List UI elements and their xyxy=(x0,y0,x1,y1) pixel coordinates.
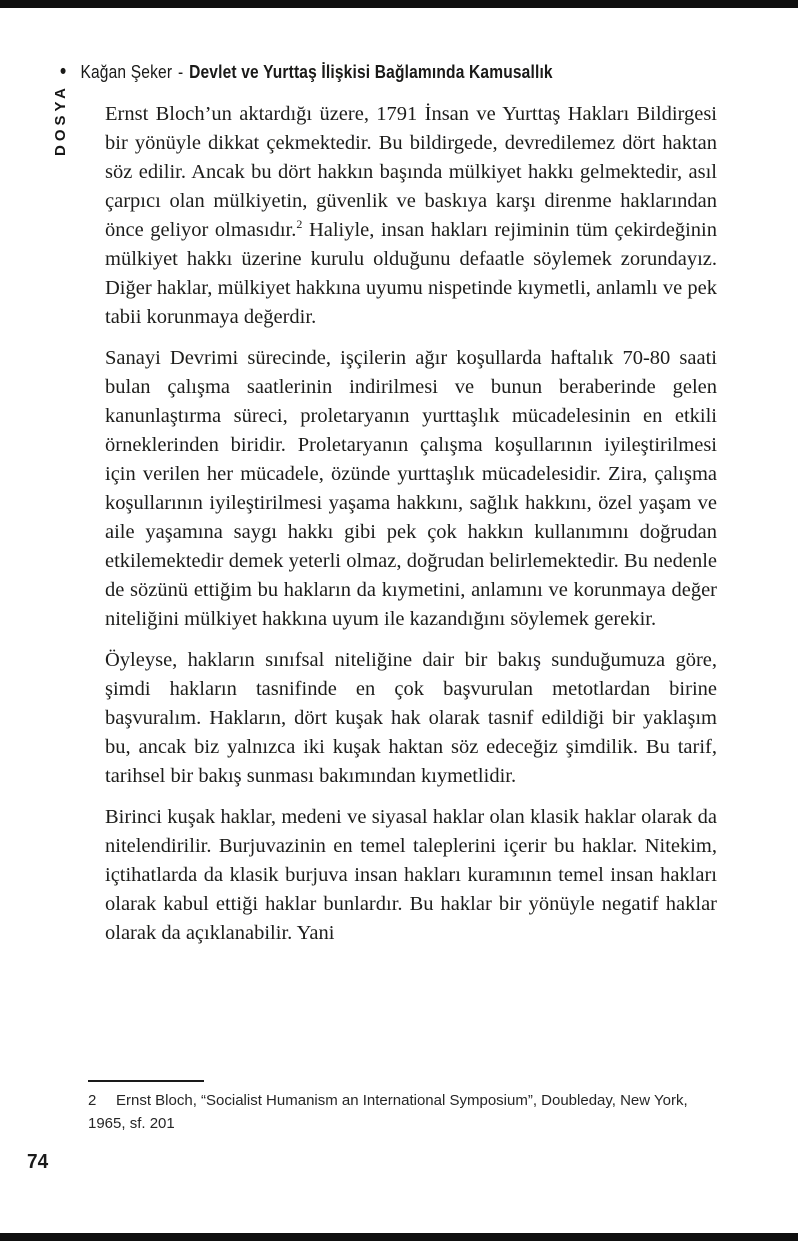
bullet-icon: • xyxy=(60,60,67,83)
running-header xyxy=(60,61,553,83)
paragraph: Öyleyse, hakların sınıfsal niteliğine dair bir bakış sunduğumuza göre, şimdi hakların tasnifinde en çok başvurulan metotlardan birine başvuralım. Hakların, dört kuşak hak olarak tasnif edildiği bir yaklaşım bu, ancak biz yalnızca iki kuşak haktan söz edeceğiz şimdilik. Bu tarif, tarihsel bir bakış sunması bakımından kıymetlidir. xyxy=(105,649,717,787)
footnote-ref: 2 xyxy=(296,217,303,232)
paragraph: Birinci kuşak haklar, medeni ve siyasal haklar olan klasik haklar olarak da nitelendirilir. Burjuvazinin en temel taleplerini içerir bu haklar. Nitekim, içtihatlarda da klasik burjuva insan hakları kuramının temel insan hakları olarak kabul ettiği haklar bunlardır. Bu haklar bir yönüyle negatif haklar olarak da açıklanabilir. Yani xyxy=(105,806,717,944)
header-article-title: Devlet ve Yurttaş İlişkisi Bağlamında Kamusallık xyxy=(189,61,553,82)
section-label-vertical: DOSYA xyxy=(52,84,69,156)
bottom-rule-bar xyxy=(0,1233,798,1241)
footnote-text-1: Ernst Bloch, “Socialist Humanism an International Symposium”, Doubleday, New York, xyxy=(116,1092,688,1109)
footnote xyxy=(88,1089,748,1135)
footnote-number: 2 xyxy=(88,1092,97,1109)
article-body xyxy=(105,100,717,960)
header-author: Kağan Şeker xyxy=(80,61,173,82)
paragraph: Ernst Bloch’un aktardığı üzere, 1791 İnsan ve Yurttaş Hakları Bildirgesi bir yönüyle dikkat çekmektedir. Bu bildirgede, devredilemez dört haktan söz edilir. Ancak bu dört hakkın başında mülkiyet hakkı gelmektedir, asıl çarpıcı olan mülkiyetin, güvenlik ve baskıya karşı direnme haklarından önce geliyor olmasıdır.$^2$ Haliyle, insan hakları rejiminin tüm çekirdeğinin mülkiyet hakkı üzerine kurulu olduğunu defaatle söylemek zorundayız. Diğer haklar, mülkiyet hakkına uyumu nispetinde kıymetli, anlamlı ve pek tabii korunmaya değerdir. xyxy=(105,103,717,328)
footnote-line-2: 1965, sf. 201 xyxy=(88,1115,175,1132)
header-separator: - xyxy=(178,61,184,82)
top-rule-bar xyxy=(0,0,798,8)
paragraph: Sanayi Devrimi sürecinde, işçilerin ağır koşullarda haftalık 70-80 saati bulan çalışma saatlerinin indirilmesi ve bunun beraberinde gelen kanunlaştırma süreci, proletaryanın yurttaşlık mücadelesinin en etkili örneklerinden biridir. Proletaryanın çalışma koşullarının iyileştirilmesi için verilen her mücadele, özünde yurttaşlık mücadelesidir. Zira, çalışma koşullarının iyileştirilmesi yaşama hakkını, sağlık hakkını, özel yaşam ve aile yaşamına saygı hakkı gibi pek çok hakkın kullanımını doğrudan etkilemektedir demek yeterli olmaz, doğrudan belirlemektedir. Bu nedenle de sözünü ettiğim bu hakların da kıymetini, anlamını ve korunmaya değer niteliğini mülkiyet hakkına uyum ile kazandığını söylemek gerekir. xyxy=(105,347,717,630)
page-number: 74 xyxy=(27,1151,49,1173)
footnote-line-1 xyxy=(88,1089,748,1112)
footnote-separator-rule xyxy=(88,1080,204,1082)
